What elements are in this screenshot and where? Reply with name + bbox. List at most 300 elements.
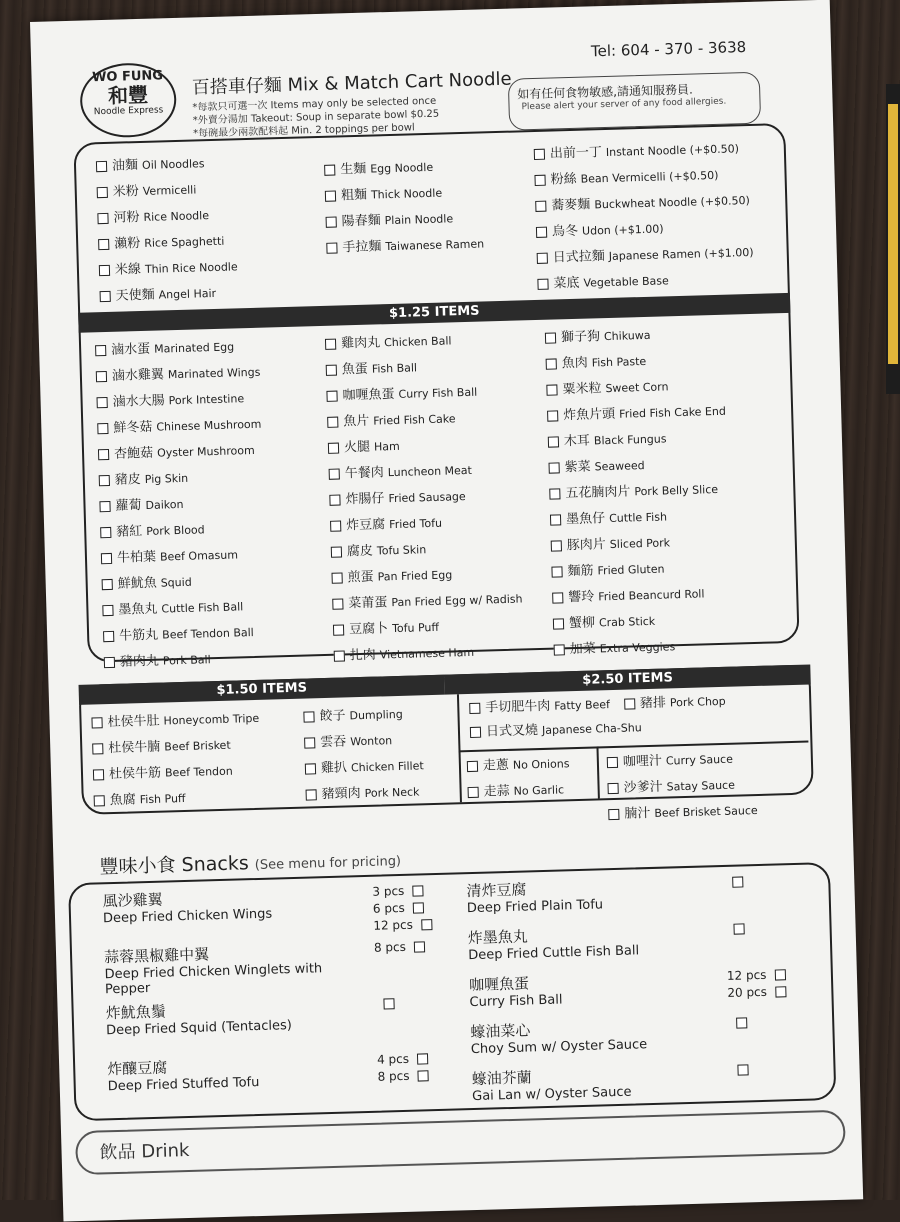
- checkbox[interactable]: [102, 579, 113, 590]
- item-name-cn: 蕎麥麵: [551, 197, 590, 213]
- items-125-col-2: [325, 327, 525, 670]
- checkbox[interactable]: [328, 443, 339, 454]
- portion-size: 12 pcs: [727, 968, 767, 983]
- snack-name-cn: 蒜蓉黑椒雞中翼: [104, 945, 209, 966]
- item-name-en: Fish Ball: [372, 361, 418, 375]
- noodle-col-3: [534, 136, 755, 298]
- item-name-en: Chicken Ball: [384, 334, 452, 349]
- snack-name-cn: 蠔油芥蘭: [471, 1068, 531, 1088]
- menu-item: [303, 701, 422, 730]
- checkbox[interactable]: [554, 644, 565, 655]
- menu-item: [553, 633, 732, 664]
- menu-item: [91, 706, 259, 737]
- checkbox[interactable]: [99, 475, 110, 486]
- item-name-en: Buckwheat Noodle (+$0.50): [594, 194, 750, 211]
- checkbox[interactable]: [326, 243, 337, 254]
- logo: [79, 62, 177, 139]
- noodle-col-1: [96, 150, 239, 310]
- item-name-cn: 鮮冬菇: [113, 420, 152, 436]
- item-name-en: Fatty Beef: [554, 698, 610, 713]
- item-name-cn: 響玲: [568, 589, 594, 605]
- checkbox[interactable]: [469, 703, 480, 714]
- item-name-en: Tofu Puff: [392, 621, 439, 635]
- item-name-en: Pan Fried Egg: [377, 568, 452, 583]
- items-250-row-2: [470, 715, 642, 746]
- checkbox[interactable]: [413, 902, 424, 913]
- snack-option: [377, 1068, 433, 1084]
- menu-item: [332, 586, 523, 617]
- checkbox[interactable]: [104, 657, 115, 668]
- item-name-cn: 炸魚片頭: [563, 407, 615, 423]
- item-name-en: Beef Tendon: [165, 765, 233, 780]
- items-250-header: $2.50 ITEMS: [444, 664, 810, 694]
- snack-name-en: Deep Fried Chicken Wings: [103, 904, 353, 926]
- note-line: *外賣分湯加 Takeout: Soup in separate bowl $0.25: [193, 108, 440, 128]
- checkbox[interactable]: [326, 365, 337, 376]
- checkbox[interactable]: [534, 149, 545, 160]
- item-name-en: Pig Skin: [145, 472, 189, 486]
- menu-item: [305, 779, 424, 808]
- item-name-en: Thick Noodle: [371, 187, 442, 202]
- item-name-cn: 咖喱魚蛋: [342, 387, 394, 403]
- checkbox[interactable]: [304, 737, 315, 748]
- item-name-cn: 滷水雞翼: [112, 367, 164, 383]
- snack-option: [373, 900, 429, 916]
- item-name-en: Fish Puff: [140, 792, 186, 806]
- item-name-en: Sliced Pork: [610, 536, 671, 551]
- snack-option: [725, 921, 749, 936]
- checkbox[interactable]: [326, 391, 337, 402]
- checkbox[interactable]: [553, 618, 564, 629]
- phone-number: Tel: 604 - 370 - 3638: [591, 38, 747, 60]
- snack-item: [104, 939, 355, 997]
- item-name-cn: 粉絲: [550, 172, 576, 188]
- item-name-en: Fried Tofu: [389, 517, 442, 531]
- drink-section: 飲品 Drink: [75, 1110, 846, 1175]
- items-125-col-1: [95, 334, 269, 676]
- item-name-cn: 河粉: [113, 210, 139, 226]
- checkbox[interactable]: [548, 436, 559, 447]
- item-name-en: Pork Ball: [163, 653, 211, 667]
- checkbox[interactable]: [535, 201, 546, 212]
- checkbox[interactable]: [101, 553, 112, 564]
- snacks-subtitle: (See menu for pricing): [255, 854, 402, 873]
- checkbox[interactable]: [100, 527, 111, 538]
- menu-item: [326, 231, 484, 261]
- checkbox[interactable]: [94, 795, 105, 806]
- portion-size: 6 pcs: [373, 901, 405, 916]
- noodle-col-2: [324, 153, 485, 261]
- item-name-en: Ham: [374, 440, 400, 454]
- item-name-cn: 粟米粒: [562, 381, 601, 397]
- menu-sheet: [30, 0, 863, 1222]
- menu-item: [470, 715, 642, 746]
- snack-name-cn: 炸釀豆腐: [107, 1059, 167, 1079]
- item-name-en: Marinated Egg: [154, 340, 234, 355]
- item-name-en: Black Fungus: [594, 432, 667, 447]
- checkbox[interactable]: [97, 423, 108, 434]
- item-name-en: Chikuwa: [604, 329, 651, 343]
- item-name-cn: 餃子: [319, 708, 345, 724]
- portion-size: 4 pcs: [377, 1052, 409, 1067]
- checkbox[interactable]: [97, 213, 108, 224]
- checkbox[interactable]: [417, 1053, 428, 1064]
- item-name-en: Squid: [161, 576, 192, 590]
- checkbox[interactable]: [329, 469, 340, 480]
- checkbox[interactable]: [547, 410, 558, 421]
- snack-name-en: Deep Fried Cuttle Fish Ball: [468, 941, 706, 963]
- item-name-cn: 烏冬: [552, 224, 578, 240]
- checkbox[interactable]: [412, 885, 423, 896]
- snack-item: [470, 1014, 709, 1057]
- checkbox[interactable]: [549, 488, 560, 499]
- item-name-en: Satay Sauce: [666, 779, 735, 794]
- menu-item: [608, 798, 758, 828]
- snack-option: [727, 984, 791, 1000]
- snack-option: [373, 917, 437, 933]
- snack-option: [375, 996, 399, 1011]
- sauce-options: [607, 746, 759, 828]
- checkbox[interactable]: [324, 165, 335, 176]
- item-name-cn: 墨魚仔: [566, 511, 605, 527]
- item-name-cn: 手拉麵: [342, 239, 381, 255]
- logo-subtitle: Noodle Express: [82, 105, 174, 118]
- menu-item: [96, 150, 235, 180]
- item-name-en: Tofu Skin: [377, 543, 427, 557]
- item-name-cn: 墨魚丸: [118, 602, 157, 618]
- snack-item: [469, 967, 708, 1010]
- item-name-cn: 雲吞: [320, 734, 346, 750]
- checkbox[interactable]: [383, 998, 394, 1009]
- snacks-title: [99, 844, 401, 879]
- no-options: [467, 751, 571, 806]
- item-name-cn: 沙爹汁: [623, 780, 662, 796]
- checkbox[interactable]: [537, 253, 548, 264]
- checkbox[interactable]: [325, 191, 336, 202]
- item-name-en: Fried Fish Cake: [373, 412, 456, 427]
- portion-size: 8 pcs: [377, 1069, 409, 1084]
- item-name-en: Angel Hair: [159, 287, 217, 302]
- logo-name: WO FUNG: [81, 68, 173, 86]
- item-name-cn: 生麵: [340, 162, 366, 178]
- checkbox[interactable]: [97, 187, 108, 198]
- item-name-en: Fried Sausage: [388, 490, 466, 505]
- menu-item: [549, 477, 728, 508]
- snack-name-en: Deep Fried Chicken Winglets with Pepper: [104, 960, 355, 997]
- checkbox[interactable]: [736, 1017, 747, 1028]
- checkbox[interactable]: [470, 727, 481, 738]
- item-name-cn: 米粉: [113, 184, 139, 200]
- checkbox[interactable]: [607, 757, 618, 768]
- checkbox[interactable]: [421, 919, 432, 930]
- pencil: [886, 84, 900, 394]
- item-name-cn: 陽春麵: [341, 213, 380, 229]
- menu-item: [103, 620, 268, 651]
- checkbox[interactable]: [325, 339, 336, 350]
- checkbox[interactable]: [549, 462, 560, 473]
- checkbox[interactable]: [537, 279, 548, 290]
- note-line: *每款只可選一次 Items may only be selected once: [192, 95, 439, 115]
- menu-item: [469, 697, 610, 716]
- item-name-en: Daikon: [145, 498, 183, 512]
- snack-option: [372, 883, 428, 899]
- checkbox[interactable]: [417, 1070, 428, 1081]
- checkbox[interactable]: [329, 495, 340, 506]
- menu-item: [93, 784, 261, 815]
- menu-item: [547, 399, 726, 430]
- item-name-en: Rice Spaghetti: [144, 235, 224, 250]
- item-name-en: Honeycomb Tripe: [163, 712, 259, 728]
- menu-item: [304, 727, 423, 756]
- items-150-col-1: [91, 706, 262, 815]
- item-name-cn: 魚片: [343, 414, 369, 430]
- checkbox[interactable]: [733, 923, 744, 934]
- item-name-cn: 日式拉麵: [553, 249, 605, 265]
- item-name-en: Pork Blood: [146, 523, 205, 538]
- item-name-en: Crab Stick: [599, 615, 656, 630]
- item-name-cn: 豆腐卜: [349, 621, 388, 637]
- item-name-cn: 腐皮: [347, 544, 373, 560]
- checkbox[interactable]: [550, 514, 561, 525]
- logo-chinese: 和豐: [82, 83, 175, 108]
- item-name-en: Extra Veggies: [600, 640, 676, 655]
- item-name-cn: 粗麵: [341, 188, 367, 204]
- checkbox[interactable]: [607, 783, 618, 794]
- checkbox[interactable]: [95, 345, 106, 356]
- item-name-cn: 午餐肉: [345, 465, 384, 481]
- allergy-en: Please alert your server of any food allergies.: [521, 96, 751, 112]
- item-name-cn: 炸豆腐: [346, 517, 385, 533]
- checkbox[interactable]: [536, 227, 547, 238]
- item-name-en: Luncheon Meat: [388, 464, 473, 479]
- checkbox[interactable]: [467, 761, 478, 772]
- menu-item: [99, 280, 238, 310]
- checkbox[interactable]: [99, 265, 110, 276]
- item-name-en: Fried Gluten: [597, 562, 664, 577]
- item-name-cn: 滷水大腸: [112, 393, 164, 409]
- item-name-en: Cuttle Fish: [609, 510, 667, 525]
- item-name-en: Vermicelli: [143, 183, 197, 197]
- menu-item: [98, 228, 237, 258]
- item-name-en: Beef Brisket Sauce: [654, 804, 758, 820]
- snack-name-cn: 炸墨魚丸: [467, 927, 527, 947]
- item-name-cn: 日式叉燒: [486, 723, 538, 739]
- menu-item: [552, 581, 731, 612]
- snack-option: [377, 1051, 433, 1067]
- item-name-en: Pork Intestine: [168, 392, 244, 407]
- menu-item: [97, 202, 236, 232]
- checkbox[interactable]: [327, 417, 338, 428]
- item-name-en: Seaweed: [594, 459, 644, 473]
- snack-item: [471, 1061, 710, 1104]
- item-name-cn: 魚蛋: [342, 362, 368, 378]
- checkbox[interactable]: [546, 384, 557, 395]
- item-name-cn: 出前一丁: [550, 145, 602, 161]
- item-name-cn: 杜侯牛肚: [107, 714, 159, 730]
- checkbox[interactable]: [774, 969, 785, 980]
- checkbox[interactable]: [545, 332, 556, 343]
- menu-item: [305, 753, 424, 782]
- checkbox[interactable]: [97, 397, 108, 408]
- item-name-en: Rice Noodle: [143, 209, 209, 224]
- snack-name-cn: 炸魷魚鬚: [105, 1003, 165, 1023]
- item-name-en: Thin Rice Noodle: [145, 260, 238, 276]
- snack-name-en: Curry Fish Ball: [469, 988, 707, 1010]
- item-name-en: Beef Brisket: [164, 739, 231, 754]
- menu-item: [467, 751, 570, 780]
- item-name-en: Chicken Fillet: [351, 759, 424, 774]
- item-name-cn: 雞扒: [321, 760, 347, 776]
- item-name-cn: 菜底: [553, 276, 579, 292]
- item-name-cn: 扎肉: [350, 648, 376, 664]
- item-name-cn: 咖哩汁: [623, 754, 662, 770]
- item-name-en: Fried Fish Cake End: [619, 405, 726, 421]
- item-name-cn: 手切肥牛肉: [485, 699, 550, 716]
- item-name-cn: 獅子狗: [561, 329, 600, 345]
- menu-item: [333, 638, 524, 669]
- item-name-cn: 走蔥: [483, 758, 509, 774]
- checkbox[interactable]: [608, 809, 619, 820]
- checkbox[interactable]: [732, 876, 743, 887]
- checkbox[interactable]: [93, 769, 104, 780]
- checkbox[interactable]: [326, 217, 337, 228]
- checkbox[interactable]: [96, 161, 107, 172]
- checkbox[interactable]: [334, 650, 345, 661]
- item-name-en: Pork Neck: [365, 785, 420, 800]
- snack-name-en: Gai Lan w/ Oyster Sauce: [472, 1082, 710, 1104]
- items-125-col-3: [545, 321, 733, 664]
- snack-item: [467, 920, 706, 963]
- checkbox[interactable]: [333, 624, 344, 635]
- checkbox[interactable]: [534, 175, 545, 186]
- menu-item: [96, 176, 235, 206]
- item-name-en: Egg Noodle: [370, 161, 433, 176]
- item-name-en: Wonton: [350, 734, 392, 748]
- item-name-cn: 豬排: [640, 696, 666, 712]
- checkbox[interactable]: [737, 1064, 748, 1075]
- item-name-cn: 鮮魷魚: [118, 576, 157, 592]
- checkbox[interactable]: [546, 358, 557, 369]
- checkbox[interactable]: [330, 521, 341, 532]
- item-name-cn: 瀨粉: [114, 236, 140, 252]
- item-name-cn: 走蒜: [483, 784, 509, 800]
- checkbox[interactable]: [551, 540, 562, 551]
- checkbox[interactable]: [306, 789, 317, 800]
- snack-name-cn: 咖喱魚蛋: [469, 974, 529, 994]
- menu-item: [624, 694, 726, 712]
- snack-name-cn: 清炸豆腐: [466, 880, 526, 900]
- checkbox[interactable]: [92, 743, 103, 754]
- item-name-en: Udon (+$1.00): [582, 222, 664, 237]
- item-name-cn: 菜莆蛋: [348, 595, 387, 611]
- snack-name-en: Choy Sum w/ Oyster Sauce: [471, 1035, 709, 1057]
- item-name-en: Pork Belly Slice: [634, 483, 718, 498]
- checkbox[interactable]: [332, 598, 343, 609]
- note-line: *每碗最少兩款配料起 Min. 2 toppings per bowl: [193, 121, 440, 141]
- checkbox[interactable]: [331, 546, 342, 557]
- item-name-en: Sweet Corn: [605, 380, 668, 395]
- item-name-cn: 炸腸仔: [345, 491, 384, 507]
- checkbox[interactable]: [96, 371, 107, 382]
- snack-option: [727, 967, 791, 983]
- checkbox[interactable]: [331, 572, 342, 583]
- item-name-cn: 煎蛋: [347, 570, 373, 586]
- item-name-cn: 杜侯牛筋: [109, 766, 161, 782]
- checkbox[interactable]: [468, 787, 479, 798]
- allergy-cn: 如有任何食物敏感,請通知服務員.: [517, 79, 751, 103]
- item-name-cn: 腩汁: [624, 806, 650, 822]
- item-name-en: Curry Fish Ball: [398, 386, 477, 401]
- item-name-en: No Garlic: [514, 783, 565, 797]
- snack-item: [105, 995, 356, 1038]
- item-name-cn: 油麵: [112, 158, 138, 174]
- item-name-cn: 魚肉: [562, 356, 588, 372]
- portion-size: 12 pcs: [373, 918, 413, 933]
- checkbox[interactable]: [98, 239, 109, 250]
- snack-name-en: Deep Fried Squid (Tentacles): [106, 1016, 356, 1038]
- portion-size: 8 pcs: [374, 940, 406, 955]
- checkbox[interactable]: [551, 566, 562, 577]
- item-name-cn: 蘿蔔: [115, 498, 141, 514]
- item-name-cn: 豚肉片: [567, 537, 606, 553]
- snack-item: [466, 874, 705, 917]
- checkbox[interactable]: [102, 605, 113, 616]
- checkbox[interactable]: [100, 291, 111, 302]
- snacks-heading: 豐味小食 Snacks: [99, 852, 249, 878]
- checkbox[interactable]: [91, 717, 102, 728]
- item-name-cn: 雞肉丸: [341, 335, 380, 351]
- item-name-cn: 蟹柳: [569, 615, 595, 631]
- checkbox[interactable]: [303, 711, 314, 722]
- menu-item: [467, 777, 570, 806]
- checkbox[interactable]: [99, 501, 110, 512]
- item-name-cn: 紫菜: [564, 460, 590, 476]
- item-name-en: Plain Noodle: [385, 212, 454, 227]
- item-name-cn: 麵筋: [567, 563, 593, 579]
- item-name-cn: 加菜: [570, 641, 596, 657]
- snack-option: [724, 874, 748, 889]
- items-125-header: $1.25 ITEMS: [78, 293, 790, 333]
- checkbox[interactable]: [103, 631, 114, 642]
- menu-item: [104, 646, 269, 677]
- item-name-cn: 豬紅: [116, 524, 142, 540]
- items-150-header: $1.50 ITEMS: [79, 675, 445, 705]
- item-name-en: Fried Beancurd Roll: [598, 587, 705, 603]
- item-name-en: Pan Fried Egg w/ Radish: [391, 592, 523, 609]
- checkbox[interactable]: [305, 763, 316, 774]
- item-name-en: Japanese Ramen (+$1.00): [609, 246, 754, 263]
- checkbox[interactable]: [624, 698, 635, 709]
- item-name-cn: 豬頸肉: [321, 786, 360, 802]
- checkbox[interactable]: [775, 986, 786, 997]
- menu-item: [99, 254, 238, 284]
- item-name-en: Oyster Mushroom: [157, 444, 255, 460]
- checkbox[interactable]: [98, 449, 109, 460]
- item-name-cn: 豬皮: [115, 472, 141, 488]
- snack-name-cn: 蠔油菜心: [470, 1021, 530, 1041]
- checkbox[interactable]: [414, 941, 425, 952]
- item-name-cn: 杜侯牛腩: [108, 740, 160, 756]
- item-name-en: Cuttle Fish Ball: [161, 600, 243, 615]
- portion-size: 20 pcs: [727, 985, 767, 1000]
- item-name-en: Bean Vermicelli (+$0.50): [580, 169, 718, 186]
- checkbox[interactable]: [552, 592, 563, 603]
- snack-option: [374, 939, 430, 955]
- item-name-cn: 魚腐: [110, 792, 136, 808]
- allergy-notice: [508, 72, 761, 131]
- item-name-en: Instant Noodle (+$0.50): [606, 142, 739, 159]
- item-name-en: Marinated Wings: [168, 366, 261, 382]
